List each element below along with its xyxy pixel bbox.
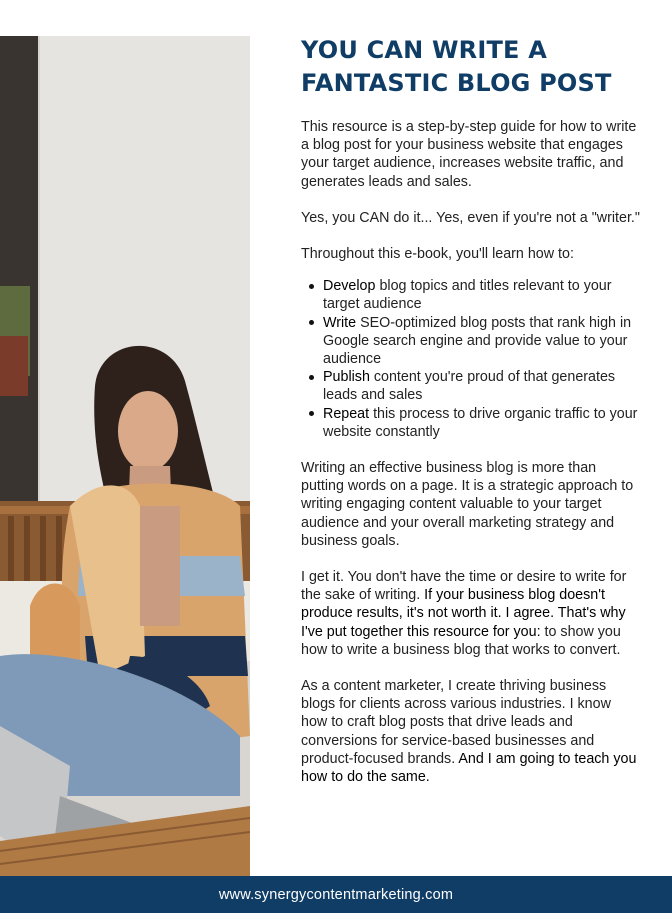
marketer-highlight: And I am going to teach you how to do the same. <box>301 750 637 786</box>
list-item-lead: Repeat <box>323 405 370 422</box>
skills-list <box>309 277 641 441</box>
can-do-paragraph: Yes, you CAN do it... Yes, even if you're not a "writer." <box>301 209 640 226</box>
footer-url[interactable]: www.synergycontentmarketing.com <box>218 886 454 903</box>
get-it-part-1: I get it. You don't have the time or desire to write for the sake of writing. <box>301 569 627 604</box>
list-item-lead: Write <box>323 314 357 331</box>
get-it-part-3: to show you how to write a business blog that works to convert. <box>301 623 621 658</box>
get-it-highlight: If your business blog doesn't produce results, it's not worth it. I agree. That's why I've put together this resource for you: <box>301 587 626 640</box>
title-line-1: YOU CAN WRITE A <box>301 36 547 64</box>
list-item <box>309 405 641 441</box>
intro-paragraph: This resource is a step-by-step guide for how to write a blog post for your business website that engages your target audience, increases website traffic, and generates leads and sales. <box>301 119 637 190</box>
get-it-paragraph <box>301 568 641 659</box>
list-item <box>309 314 641 369</box>
list-item-text: this process to drive organic traffic to your website constantly <box>323 405 638 440</box>
title-line-2: FANTASTIC BLOG POST <box>301 69 612 97</box>
list-item-text: blog topics and titles relevant to your target audience <box>323 278 612 313</box>
list-item-text: content you're proud of that generates leads and sales <box>323 369 616 404</box>
list-item-lead: Publish <box>323 369 370 386</box>
list-item-lead: Develop <box>323 278 376 295</box>
woman-laptop-illustration <box>0 36 250 876</box>
list-item-text: SEO-optimized blog posts that rank high in Google search engine and provide value to your audience <box>323 314 632 368</box>
hero-photo <box>0 36 250 876</box>
list-intro: Throughout this e-book, you'll learn how to: <box>301 246 574 263</box>
marketer-paragraph <box>301 677 641 786</box>
list-item <box>309 277 641 313</box>
main-content <box>301 34 641 804</box>
list-item <box>309 368 641 404</box>
page-title <box>301 34 641 100</box>
strategy-paragraph: Writing an effective business blog is more than putting words on a page. It is a strategic approach to writing engaging content valuable to your target audience and your overall marketing strategy and business goals. <box>301 460 634 549</box>
footer-bar <box>0 876 672 913</box>
marketer-part-1: As a content marketer, I create thriving business blogs for clients across various industries. I know how to craft blog posts that drive leads and conversions for service-based businesses and product-focused brands. <box>301 678 611 767</box>
